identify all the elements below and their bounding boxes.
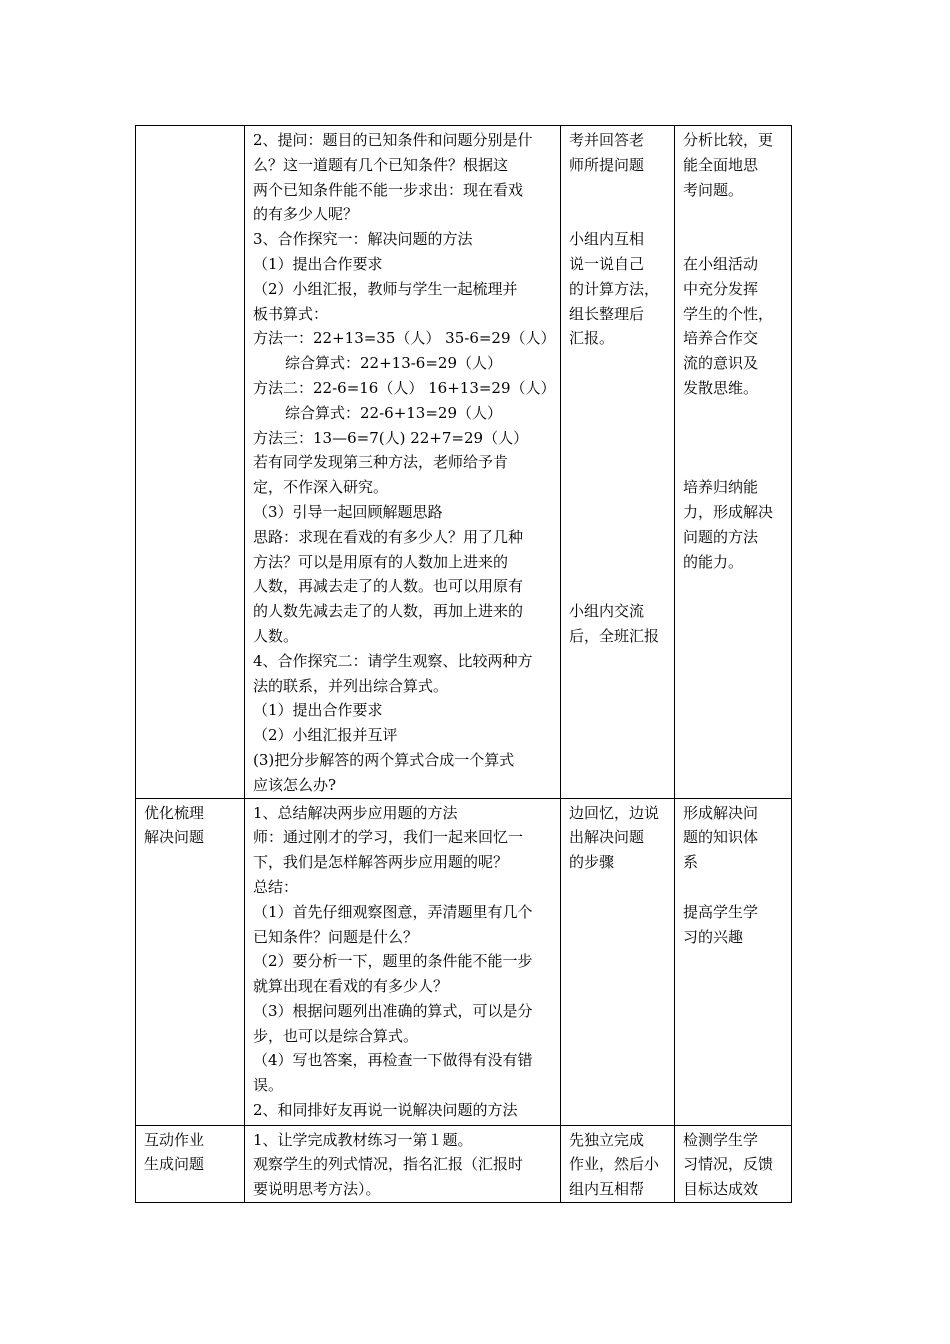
lesson-plan-table bbox=[135, 125, 792, 1203]
student-line: 的计算方法， bbox=[569, 279, 660, 298]
teacher-line: 2、提问：题目的已知条件和问题分别是什 bbox=[253, 131, 533, 149]
teacher-line: （3）引导一起回顾解题思路 bbox=[253, 502, 443, 521]
intent-line: 问题的方法 bbox=[683, 527, 759, 546]
teacher-line: 方法二：22-6=16（人） 16+13=29（人） bbox=[253, 378, 556, 397]
teacher-line: 方法三：13—6=7(人) 22+7=29（人） bbox=[253, 428, 529, 447]
teacher-line: 总结： bbox=[253, 877, 299, 896]
teacher-line: 综合算式：22-6+13=29（人） bbox=[285, 403, 503, 422]
teacher-line: 综合算式：22+13-6=29（人） bbox=[285, 354, 503, 373]
teacher-line: 两个已知条件能不能一步求出：现在看戏 bbox=[253, 180, 524, 199]
student-activity-cell bbox=[561, 798, 675, 1125]
teacher-line: 人数，再减去走了的人数。也可以用原有 bbox=[253, 577, 524, 596]
student-activity-cell bbox=[561, 1125, 675, 1202]
intent-line: 目标达成效 bbox=[683, 1180, 759, 1199]
intent-line: 形成解决问 bbox=[683, 803, 759, 822]
intent-line: 培养归纳能 bbox=[683, 478, 759, 497]
teacher-line: （2）要分析一下，题里的条件能不能一步 bbox=[253, 952, 533, 971]
intent-line: 学生的个性， bbox=[683, 304, 774, 323]
student-line: 小组内互相 bbox=[569, 230, 645, 249]
intent-line: 中充分发挥 bbox=[683, 279, 759, 298]
intent-line: 能全面地思 bbox=[683, 155, 759, 174]
teacher-line: 的有多少人呢？ bbox=[253, 205, 359, 224]
teacher-line: （3）根据问题列出准确的算式，可以是分 bbox=[253, 1001, 533, 1020]
teacher-line: 误。 bbox=[253, 1076, 284, 1095]
design-intent-cell bbox=[675, 1125, 792, 1202]
intent-line: 流的意识及 bbox=[683, 354, 759, 373]
teacher-line: 人数。 bbox=[253, 626, 299, 645]
table-row-summary bbox=[136, 798, 792, 1125]
student-line: 的步骤 bbox=[569, 853, 615, 872]
teacher-line: （1）首先仔细观察图意，弄清题里有几个 bbox=[253, 902, 533, 921]
student-line: 小组内交流 bbox=[569, 602, 645, 621]
stage-label: 优化梳理 bbox=[144, 803, 205, 822]
intent-line: 培养合作交 bbox=[683, 329, 759, 348]
teacher-activity-cell bbox=[245, 798, 561, 1125]
student-line: 作业，然后小 bbox=[569, 1155, 660, 1174]
teacher-line: 若有同学发现第三种方法，老师给予肯 bbox=[253, 453, 509, 472]
teacher-line: (3)把分步解答的两个算式合成一个算式 bbox=[253, 750, 515, 769]
teacher-line: （1）提出合作要求 bbox=[253, 254, 383, 273]
intent-line: 在小组活动 bbox=[683, 254, 759, 273]
student-line: 考并回答老 bbox=[569, 131, 645, 149]
teacher-line: 2、和同排好友再说一说解决问题的方法 bbox=[253, 1101, 518, 1120]
teacher-line: 师：通过刚才的学习，我们一起来回忆一 bbox=[253, 828, 524, 847]
intent-line: 习情况，反馈 bbox=[683, 1155, 774, 1174]
teacher-activity-cell bbox=[245, 1125, 561, 1202]
stage-cell-empty bbox=[136, 126, 245, 799]
teacher-line: 已知条件？问题是什么？ bbox=[253, 927, 419, 946]
intent-line: 力，形成解决 bbox=[683, 502, 774, 521]
design-intent-cell bbox=[675, 798, 792, 1125]
teacher-line: 1、总结解决两步应用题的方法 bbox=[253, 803, 458, 822]
teacher-line: 4、合作探究二：请学生观察、比较两种方 bbox=[253, 651, 533, 670]
student-line: 边回忆，边说 bbox=[569, 803, 660, 822]
student-line: 师所提问题 bbox=[569, 155, 645, 174]
student-line: 组长整理后 bbox=[569, 304, 645, 323]
teacher-line: 要说明思考方法）。 bbox=[253, 1180, 381, 1199]
teacher-line: 观察学生的列式情况，指名汇报（汇报时 bbox=[253, 1155, 524, 1174]
teacher-line: （2）小组汇报并互评 bbox=[253, 726, 398, 745]
teacher-line: 法的联系，并列出综合算式。 bbox=[253, 676, 449, 695]
stage-cell bbox=[136, 1125, 245, 1202]
teacher-line: 定，不作深入研究。 bbox=[253, 478, 389, 497]
teacher-line: 1、让学完成教材练习一第１题。 bbox=[253, 1130, 473, 1149]
teacher-line: 方法？可以是用原有的人数加上进来的 bbox=[253, 552, 509, 571]
teacher-line: （4）写也答案，再检查一下做得有没有错 bbox=[253, 1051, 533, 1070]
table-row-homework bbox=[136, 1125, 792, 1202]
teacher-line: 应该怎么办? bbox=[253, 775, 337, 794]
teacher-line: 思路：求现在看戏的有多少人？用了几种 bbox=[253, 527, 524, 546]
intent-line: 的能力。 bbox=[683, 552, 744, 571]
student-line: 出解决问题 bbox=[569, 828, 645, 847]
table-row-exploration bbox=[136, 126, 792, 799]
intent-line: 分析比较，更 bbox=[683, 131, 774, 149]
intent-line: 检测学生学 bbox=[683, 1130, 759, 1149]
intent-line: 发散思维。 bbox=[683, 378, 759, 397]
stage-label: 互动作业 bbox=[144, 1130, 205, 1149]
student-line: 汇报。 bbox=[569, 329, 615, 348]
teacher-activity-cell bbox=[245, 126, 561, 799]
teacher-line: 就算出现在看戏的有多少人？ bbox=[253, 977, 449, 996]
stage-label: 生成问题 bbox=[144, 1155, 205, 1174]
teacher-line: 步，也可以是综合算式。 bbox=[253, 1026, 419, 1045]
intent-line: 系 bbox=[683, 853, 699, 872]
student-line: 后，全班汇报 bbox=[569, 626, 660, 645]
teacher-line: 3、合作探究一：解决问题的方法 bbox=[253, 230, 473, 249]
teacher-line: 么？这一道题有几个已知条件？根据这 bbox=[253, 155, 509, 174]
student-activity-cell bbox=[561, 126, 675, 799]
stage-cell bbox=[136, 798, 245, 1125]
stage-label: 解决问题 bbox=[144, 828, 205, 847]
intent-line: 习的兴趣 bbox=[683, 927, 744, 946]
student-line: 先独立完成 bbox=[569, 1130, 645, 1149]
intent-line: 考问题。 bbox=[683, 180, 744, 199]
teacher-line: 方法一：22+13=35（人） 35-6=29（人） bbox=[253, 329, 556, 348]
teacher-line: 下，我们是怎样解答两步应用题的呢？ bbox=[253, 853, 509, 872]
teacher-line: （2）小组汇报，教师与学生一起梳理并 bbox=[253, 279, 518, 298]
student-line: 组内互相帮 bbox=[569, 1180, 645, 1199]
intent-line: 提高学生学 bbox=[683, 902, 759, 921]
intent-line: 题的知识体 bbox=[683, 828, 759, 847]
student-line: 说一说自己 bbox=[569, 254, 645, 273]
teacher-line: 的人数先减去走了的人数，再加上进来的 bbox=[253, 602, 524, 621]
teacher-line: 板书算式： bbox=[253, 304, 329, 323]
teacher-line: （1）提出合作要求 bbox=[253, 701, 383, 720]
design-intent-cell bbox=[675, 126, 792, 799]
